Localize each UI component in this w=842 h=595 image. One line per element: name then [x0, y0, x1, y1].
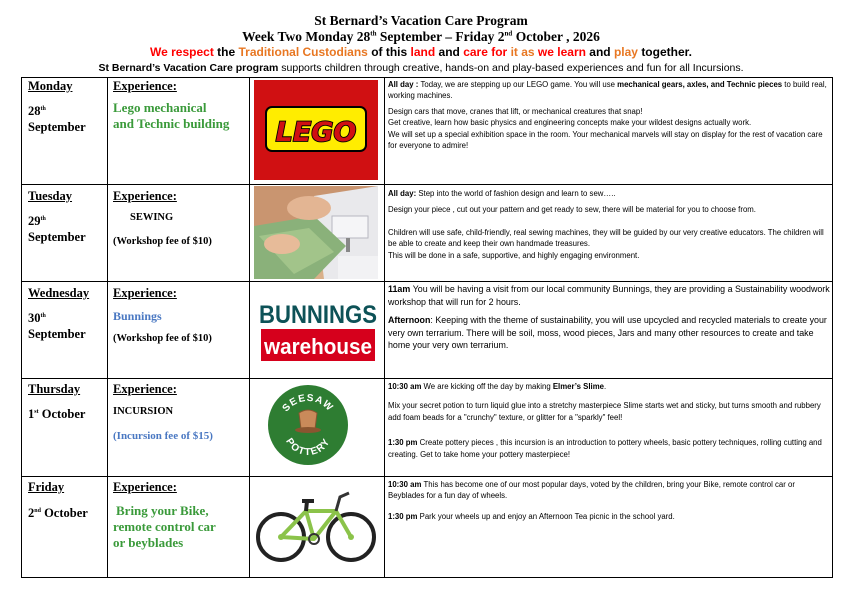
sewing-machine-photo [254, 186, 378, 279]
day-date [28, 503, 88, 521]
program-intro [0, 62, 842, 74]
column-divider [249, 77, 250, 578]
seesaw-logo-text-bottom: POTTERY [283, 436, 333, 459]
page-title: St Bernard’s Vacation Care Program [314, 13, 528, 28]
day-name: Tuesday [28, 189, 73, 203]
desc-paragraph [388, 314, 833, 352]
desc-time: 10:30 am [388, 382, 424, 391]
experience-title: or beyblades [113, 535, 184, 550]
desc-text: Step into the world of fashion design and learn to sew….. [418, 189, 616, 198]
desc-paragraph: Mix your secret potion to turn liquid glue into a stretchy masterpiece Slime starts wet and sticky, but turns smooth and rubbery add foam beads for a "crunchy" texture, or glitter for a "sparkly" feel! [388, 401, 821, 422]
date-number: 28 [28, 104, 41, 119]
experience-heading: Experience: [113, 189, 177, 203]
row-divider [21, 184, 833, 185]
desc-time: 1:30 pm [388, 511, 420, 521]
week-prefix: Week Two Monday 28 [242, 29, 371, 44]
acknowledgement-segment: land [410, 45, 439, 59]
desc-paragraph: Children will use safe, child-friendly, real sewing machines, they will be guided by our very creative educators. The children will be able to create and keep their own handmade treasures. [388, 227, 824, 249]
experience-heading: Experience: [113, 79, 177, 93]
desc-time: All day: [388, 189, 419, 198]
date-number: 30 [28, 311, 41, 326]
bunnings-logo-text: BUNNINGS [259, 301, 377, 329]
experience-line: and Technic building [113, 116, 230, 131]
day-name: Thursday [28, 382, 81, 396]
date-month: October [44, 506, 88, 521]
date-suffix: th [40, 106, 46, 112]
date-month: September [28, 230, 86, 245]
warehouse-logo-text: warehouse [263, 334, 372, 359]
desc-paragraph: Design your piece , cut out your pattern and get ready to sew, there will be material for you to choose from. [388, 205, 756, 215]
experience-heading: Experience: [113, 286, 177, 300]
bunnings-warehouse-logo-icon [256, 287, 380, 373]
acknowledgement-segment: and [589, 45, 614, 59]
desc-time: Afternoon [388, 315, 431, 326]
date-number: 2 [28, 506, 35, 521]
day-name: Friday [28, 480, 65, 494]
desc-time: All day : [388, 80, 421, 89]
week-suffix: October , 2026 [512, 29, 600, 44]
experience-fee: (Incursion fee of $15) [113, 430, 213, 442]
experience-heading: Experience: [113, 382, 177, 396]
day-name: Monday [28, 79, 73, 93]
date-month: September [28, 327, 86, 342]
acknowledgement-segment: Traditional Custodians [238, 45, 372, 59]
desc-text: to build real, working machines. [388, 80, 827, 101]
desc-paragraph [388, 479, 833, 502]
column-divider [384, 77, 385, 578]
desc-paragraph [388, 188, 833, 199]
desc-paragraph [388, 437, 833, 460]
acknowledgement-segment: the [217, 45, 239, 59]
desc-paragraph [388, 283, 833, 308]
day-date [28, 101, 86, 135]
desc-paragraph [388, 381, 833, 392]
acknowledgement-segment: play [613, 45, 642, 59]
acknowledgement-segment: of this [371, 45, 411, 59]
desc-time: 11am [388, 284, 413, 294]
experience-title [113, 100, 229, 132]
day-date [28, 404, 85, 422]
desc-text: We are kicking off the day by making [423, 382, 553, 391]
date-month: September [28, 120, 86, 135]
desc-paragraph [388, 511, 833, 522]
acknowledgement-segment: We respect [150, 45, 218, 59]
desc-text: You will be having a visit from our local community Bunnings, they are providing a Sustainability woodwork workshop that will run for 2 hours. [388, 284, 830, 307]
desc-text: Today, we are stepping up our LEGO game. You will use [420, 80, 618, 89]
experience-title: remote control car [113, 519, 216, 534]
day-description [388, 381, 833, 464]
intro-program-name: St Bernard’s Vacation Care program [98, 62, 279, 74]
desc-paragraph: Design cars that move, cranes that lift, or mechanical creatures that snap! [388, 106, 643, 116]
week-sup-end: nd [504, 29, 513, 38]
experience-title: Bring your Bike, [116, 503, 209, 518]
desc-text: : Keeping with the theme of sustainability, you will use upcycled and recycled materials to create your very own terrarium. There will be soil, moss, wood pieces, Jars and many other resources to create and take home your very own terrarium. [388, 315, 827, 351]
desc-paragraph [388, 79, 833, 102]
desc-paragraph: We will set up a special exhibition space in the room. Your mechanical marvels will stay on display for the rest of vacation care for everyone to admire! [388, 129, 823, 151]
acknowledgement-segment: care for [463, 45, 511, 59]
lego-logo-icon [254, 80, 378, 180]
date-month: October [41, 407, 86, 422]
lego-logo-text: LEGO [275, 117, 357, 148]
desc-time: 1:30 pm [388, 438, 420, 448]
desc-paragraph: This will be done in a safe, supportive, and highly engaging environment. [388, 250, 640, 260]
experience-title: INCURSION [113, 406, 174, 417]
date-number: 29 [28, 214, 41, 229]
week-sup-start: th [370, 29, 377, 38]
acknowledgement-segment: it as [510, 45, 538, 59]
desc-text: Park your wheels up and enjoy an Afternoon Tea picnic in the school yard. [419, 511, 675, 521]
desc-text: . [603, 382, 607, 391]
day-name: Wednesday [28, 286, 90, 300]
day-date [28, 211, 86, 245]
day-description [388, 283, 833, 356]
day-description [388, 188, 833, 265]
experience-fee: (Workshop fee of $10) [113, 236, 212, 247]
date-suffix: th [40, 313, 46, 319]
experience-heading: Experience: [113, 480, 177, 494]
acknowledgement-segment: together. [641, 45, 692, 59]
desc-text: This has become one of our most popular days, voted by the children, bring your Bike, remote control car or Beyblades for a fun day of wheels. [388, 480, 795, 501]
desc-emphasis: Elmer’s Slime [552, 382, 604, 391]
bicycle-photo [254, 479, 378, 571]
week-mid: September – Friday 2 [376, 29, 505, 44]
experience-line: Lego mechanical [113, 100, 207, 115]
desc-paragraph: Get creative, learn how basic physics and engineering concepts make your wildest designs actually work. [388, 118, 752, 128]
date-suffix: st [34, 409, 39, 415]
date-suffix: th [40, 216, 46, 222]
experience-title: SEWING [130, 212, 174, 223]
day-description [388, 479, 833, 526]
date-suffix: nd [34, 508, 41, 514]
column-divider [107, 77, 108, 578]
intro-text: supports children through creative, hands-on and play-based experiences and fun for all Incursions. [278, 62, 744, 74]
date-number: 1 [28, 407, 35, 422]
experience-fee: (Workshop fee of $10) [113, 333, 212, 344]
day-date [28, 308, 86, 342]
day-description [388, 79, 833, 155]
acknowledgement-segment: we learn [537, 45, 590, 59]
row-divider [21, 378, 833, 379]
acknowledgement-of-country [0, 45, 842, 59]
week-heading [0, 29, 842, 45]
seesaw-logo-text-top: SEESAW [280, 392, 336, 415]
desc-time: 10:30 am [388, 480, 424, 489]
seesaw-pottery-logo-icon [266, 383, 350, 467]
acknowledgement-segment: and [438, 45, 464, 59]
desc-text: Create pottery pieces , this incursion is an introduction to pottery wheels, basic pottery techniques, rolling cutting and creating. Get to take home your pottery masterpiece! [388, 438, 822, 459]
desc-emphasis: mechanical gears, axles, and Technic pieces [617, 80, 783, 89]
row-divider [21, 281, 833, 282]
experience-title: Bunnings [113, 309, 162, 323]
row-divider [21, 476, 833, 477]
